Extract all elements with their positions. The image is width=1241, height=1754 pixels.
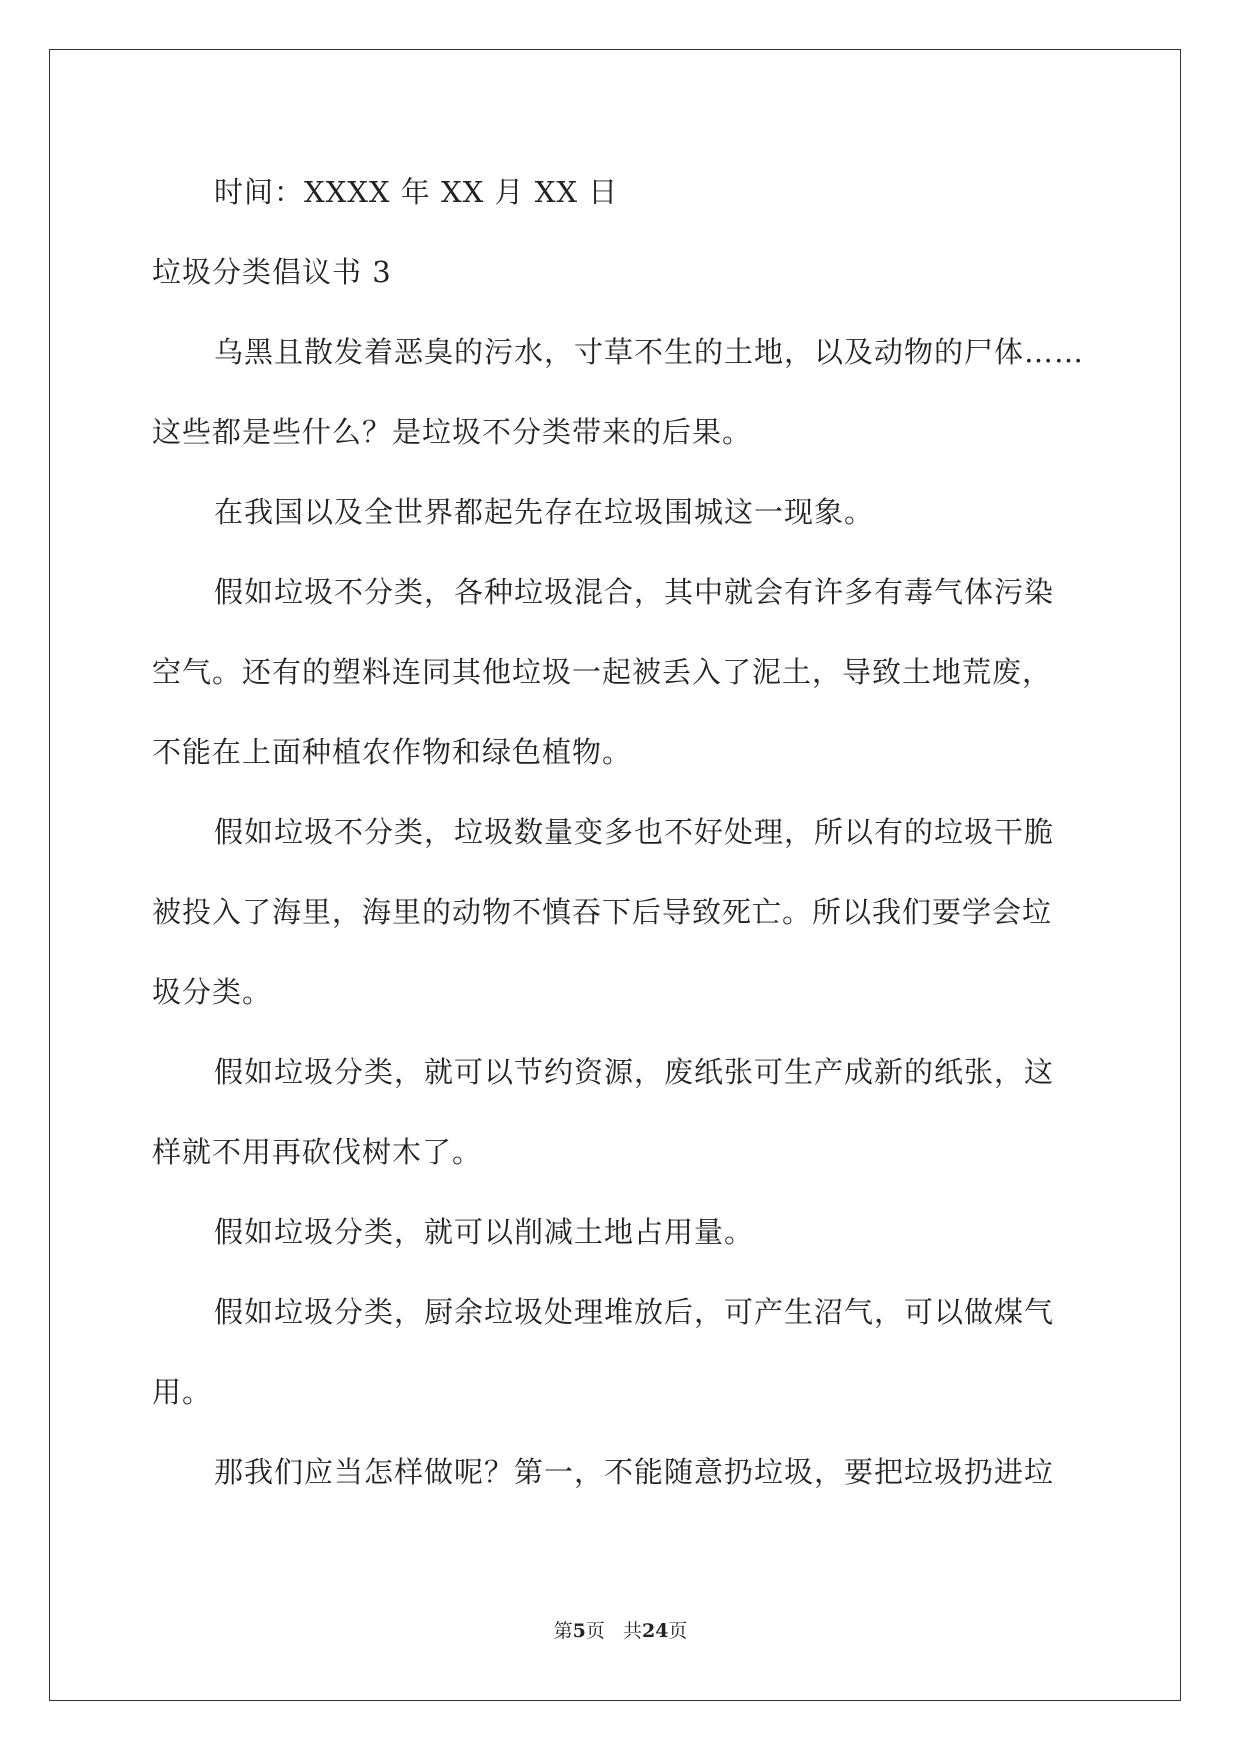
paragraph-line: 假如垃圾不分类，各种垃圾混合，其中就会有许多有毒气体污染 xyxy=(214,575,1055,609)
paragraph-line: 在我国以及全世界都起先存在垃圾围城这一现象。 xyxy=(214,495,875,529)
paragraph-line: 假如垃圾分类，就可以削减土地占用量。 xyxy=(214,1215,755,1249)
paragraph-line: 乌黑且散发着恶臭的污水，寸草不生的土地，以及动物的尸体…… xyxy=(214,335,1085,369)
paragraph-line: 假如垃圾分类，厨余垃圾处理堆放后，可产生沼气，可以做煤气 xyxy=(214,1295,1055,1329)
paragraph-line: 假如垃圾分类，就可以节约资源，废纸张可生产成新的纸张，这 xyxy=(214,1055,1055,1089)
paragraph-line: 这些都是些什么？是垃圾不分类带来的后果。 xyxy=(152,415,753,449)
total-pages: 24 xyxy=(641,1620,669,1642)
paragraph-line: 那我们应当怎样做呢？第一，不能随意扔垃圾，要把垃圾扔进垃 xyxy=(214,1455,1055,1489)
page-suffix: 页 xyxy=(585,1620,605,1642)
total-prefix: 共 xyxy=(622,1620,642,1642)
paragraph-line: 用。 xyxy=(152,1375,213,1409)
paragraph-line: 圾分类。 xyxy=(152,975,273,1009)
section-heading: 垃圾分类倡议书 3 xyxy=(152,255,392,289)
paragraph-line: 假如垃圾不分类，垃圾数量变多也不好处理，所以有的垃圾干脆 xyxy=(214,815,1055,849)
date-line: 时间：XXXX 年 XX 月 XX 日 xyxy=(214,175,619,209)
page-footer xyxy=(0,1618,1241,1644)
page-prefix: 第 xyxy=(553,1620,573,1642)
total-suffix: 页 xyxy=(668,1620,688,1642)
paragraph-line: 不能在上面种植农作物和绿色植物。 xyxy=(152,735,633,769)
paragraph-line: 被投入了海里，海里的动物不慎吞下后导致死亡。所以我们要学会垃 xyxy=(152,895,1053,929)
paragraph-line: 空气。还有的塑料连同其他垃圾一起被丢入了泥土，导致土地荒废， xyxy=(152,655,1053,689)
page-number: 5 xyxy=(572,1620,586,1642)
paragraph-line: 样就不用再砍伐树木了。 xyxy=(152,1135,483,1169)
